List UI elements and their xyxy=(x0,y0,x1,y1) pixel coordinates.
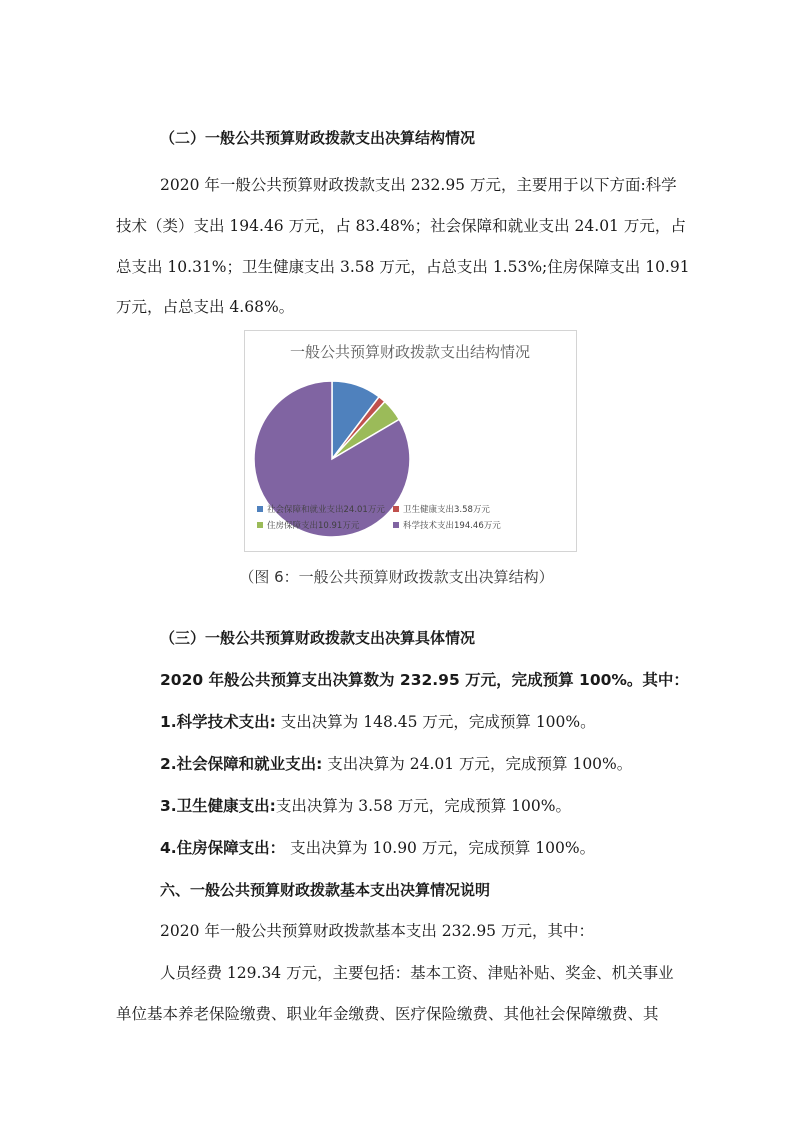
section2-paragraph-line-1: 2020 年一般公共预算财政拨款支出 232.95 万元，主要用于以下方面:科学 xyxy=(160,176,677,194)
item-text: 支出决算为 3.58 万元，完成预算 100%。 xyxy=(275,797,571,815)
legend-swatch-1 xyxy=(393,506,399,512)
section3-heading: （三）一般公共预算财政拨款支出决算具体情况 xyxy=(160,629,476,647)
legend-swatch-3 xyxy=(393,522,399,528)
legend-label-1: 卫生健康支出3.58万元 xyxy=(403,505,490,515)
legend-label-0: 社会保障和就业支出24.01万元 xyxy=(267,505,385,515)
chart-title: 一般公共预算财政拨款支出结构情况 xyxy=(289,343,531,361)
figure-caption: （图 6：一般公共预算财政拨款支出决算结构） xyxy=(239,568,554,586)
section6-paragraph-line-2: 人员经费 129.34 万元，主要包括：基本工资、津贴补贴、奖金、机关事业 xyxy=(160,964,674,982)
section3-summary: 2020 年般公共预算支出决算数为 232.95 万元，完成预算 100%。其中： xyxy=(160,671,689,689)
legend-swatch-0 xyxy=(257,506,263,512)
section6-paragraph-line-3: 单位基本养老保险缴费、职业年金缴费、医疗保险缴费、其他社会保障缴费、其 xyxy=(116,1005,659,1023)
item-label: 4.住房保障支出： xyxy=(160,839,286,857)
item-text: 支出决算为 148.45 万元，完成预算 100%。 xyxy=(275,713,596,731)
legend-label-3: 科学技术支出194.46万元 xyxy=(403,521,501,531)
legend-label-2: 住房保障支出10.91万元 xyxy=(267,521,360,531)
item-label: 2.社会保障和就业支出: xyxy=(160,755,323,773)
pie-chart xyxy=(244,330,577,552)
pie-chart-svg xyxy=(245,331,576,551)
item-text: 支出决算为 10.90 万元，完成预算 100%。 xyxy=(285,839,596,857)
legend-swatch-2 xyxy=(257,522,263,528)
item-text: 支出决算为 24.01 万元，完成预算 100%。 xyxy=(322,755,633,773)
item-label: 3.卫生健康支出: xyxy=(160,797,276,815)
item-science-tech xyxy=(160,712,596,732)
section6-paragraph-line-1: 2020 年一般公共预算财政拨款基本支出 232.95 万元，其中： xyxy=(160,922,594,940)
section2-paragraph-line-4: 万元，占总支出 4.68%。 xyxy=(116,298,295,316)
section2-paragraph-line-2: 技术（类）支出 194.46 万元，占 83.48%；社会保障和就业支出 24.01 万元，占 xyxy=(116,217,686,235)
item-label: 1.科学技术支出: xyxy=(160,713,276,731)
item-health xyxy=(160,796,571,816)
section2-heading: （二）一般公共预算财政拨款支出决算结构情况 xyxy=(160,129,476,147)
section2-paragraph-line-3: 总支出 10.31%；卫生健康支出 3.58 万元，占总支出 1.53%;住房保障支出 10.91 xyxy=(116,258,690,276)
item-housing xyxy=(160,838,595,858)
item-social-security xyxy=(160,754,632,774)
section6-heading: 六、一般公共预算财政拨款基本支出决算情况说明 xyxy=(160,881,491,899)
